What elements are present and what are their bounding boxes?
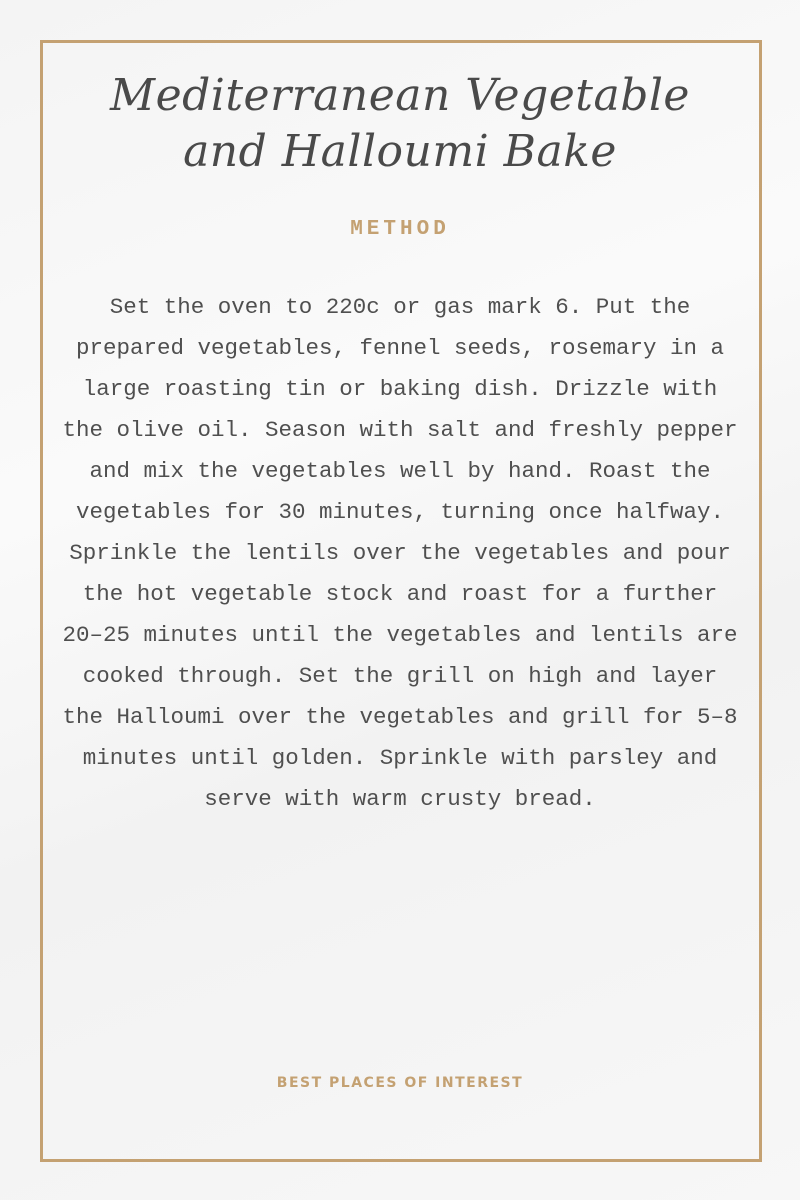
- method-heading: METHOD: [350, 218, 450, 241]
- footer-brand: BEST PLACES OF INTEREST: [276, 1075, 524, 1091]
- recipe-title: [60, 68, 740, 180]
- recipe-title-line-2: and Halloumi Bake: [183, 126, 617, 177]
- method-text: Set the oven to 220c or gas mark 6. Put the prepared vegetables, fennel seeds, rosemary in a large roasting tin or baking dish. Drizzle with the olive oil. Season with salt and freshly pepper and mix the vegetables well by hand. Roast the vegetables for 30 minutes, turning once halfway. Sprinkle the lentils over the vegetables and pour the hot vegetable stock and roast for a further 20–25 minutes until the vegetables and lentils are cooked through. Set the grill on high and layer the Halloumi over the vegetables and grill for 5–8 minutes until golden. Sprinkle with parsley and serve with warm crusty bread.: [62, 294, 738, 812]
- recipe-title-line-1: Mediterranean Vegetable: [110, 70, 690, 121]
